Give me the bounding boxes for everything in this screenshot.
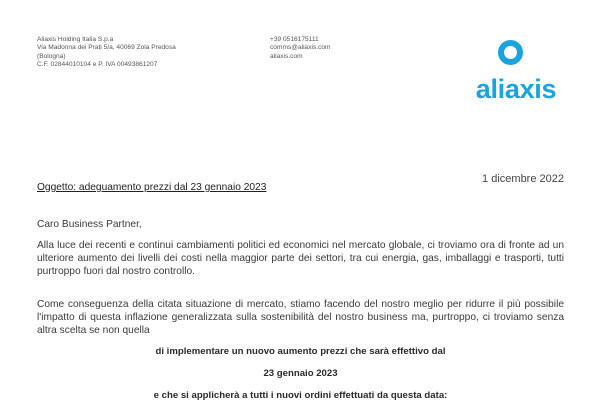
logo-wordmark: aliaxis [475, 74, 557, 104]
website-url: aliaxis.com [270, 52, 303, 60]
letter-greeting: Caro Business Partner, [37, 219, 142, 230]
highlight-line-1: di implementare un nuovo aumento prezzi che sarà effettivo dal [155, 346, 446, 357]
highlight-effective-date: 23 gennaio 2023 [263, 368, 338, 379]
letter-date: 1 dicembre 2022 [482, 173, 564, 185]
highlight-line-3: e che si applicherà a tutti i nuovi ordini effettuati da questa data: [153, 390, 448, 401]
email-address: comms@aliaxis.com [270, 44, 331, 52]
company-contacts [270, 36, 331, 61]
company-tax-ids: C.F. 02844010104 e P. IVA 00493861207 [37, 61, 158, 69]
company-province: (Bologna) [37, 52, 66, 60]
phone-number: +39 0516175111 [270, 36, 319, 43]
body-paragraph-2: Come conseguenza della citata situazione di mercato, stiamo facendo del nostro meglio per ridurre il più possibile l'impatto di questa inflazione generalizzata sulla sostenibilità del nostro business ma, purtroppo, ci troviamo senza altra scelta se non quella [37, 299, 564, 337]
logo-ring-icon [498, 40, 523, 65]
body-paragraph-1: Alla luce dei recenti e continui cambiamenti politici ed economici nel mercato globale, ci troviamo ora di fronte ad un ulteriore aumento dei livelli dei costi nella maggior parte dei settori, tra cui energia, gas, imballaggi e trasporti, tutti purtroppo fuori dal nostro controllo. [37, 240, 564, 278]
company-street: Via Madonna dei Prati 5/a, 40069 Zola Predosa [37, 44, 176, 52]
company-address [37, 36, 176, 70]
letter-subject: Oggetto: adeguamento prezzi dal 23 gennaio 2023 [37, 182, 267, 193]
aliaxis-logo [470, 40, 562, 122]
company-name: Aliaxis Holding Italia S.p.a [37, 36, 114, 43]
